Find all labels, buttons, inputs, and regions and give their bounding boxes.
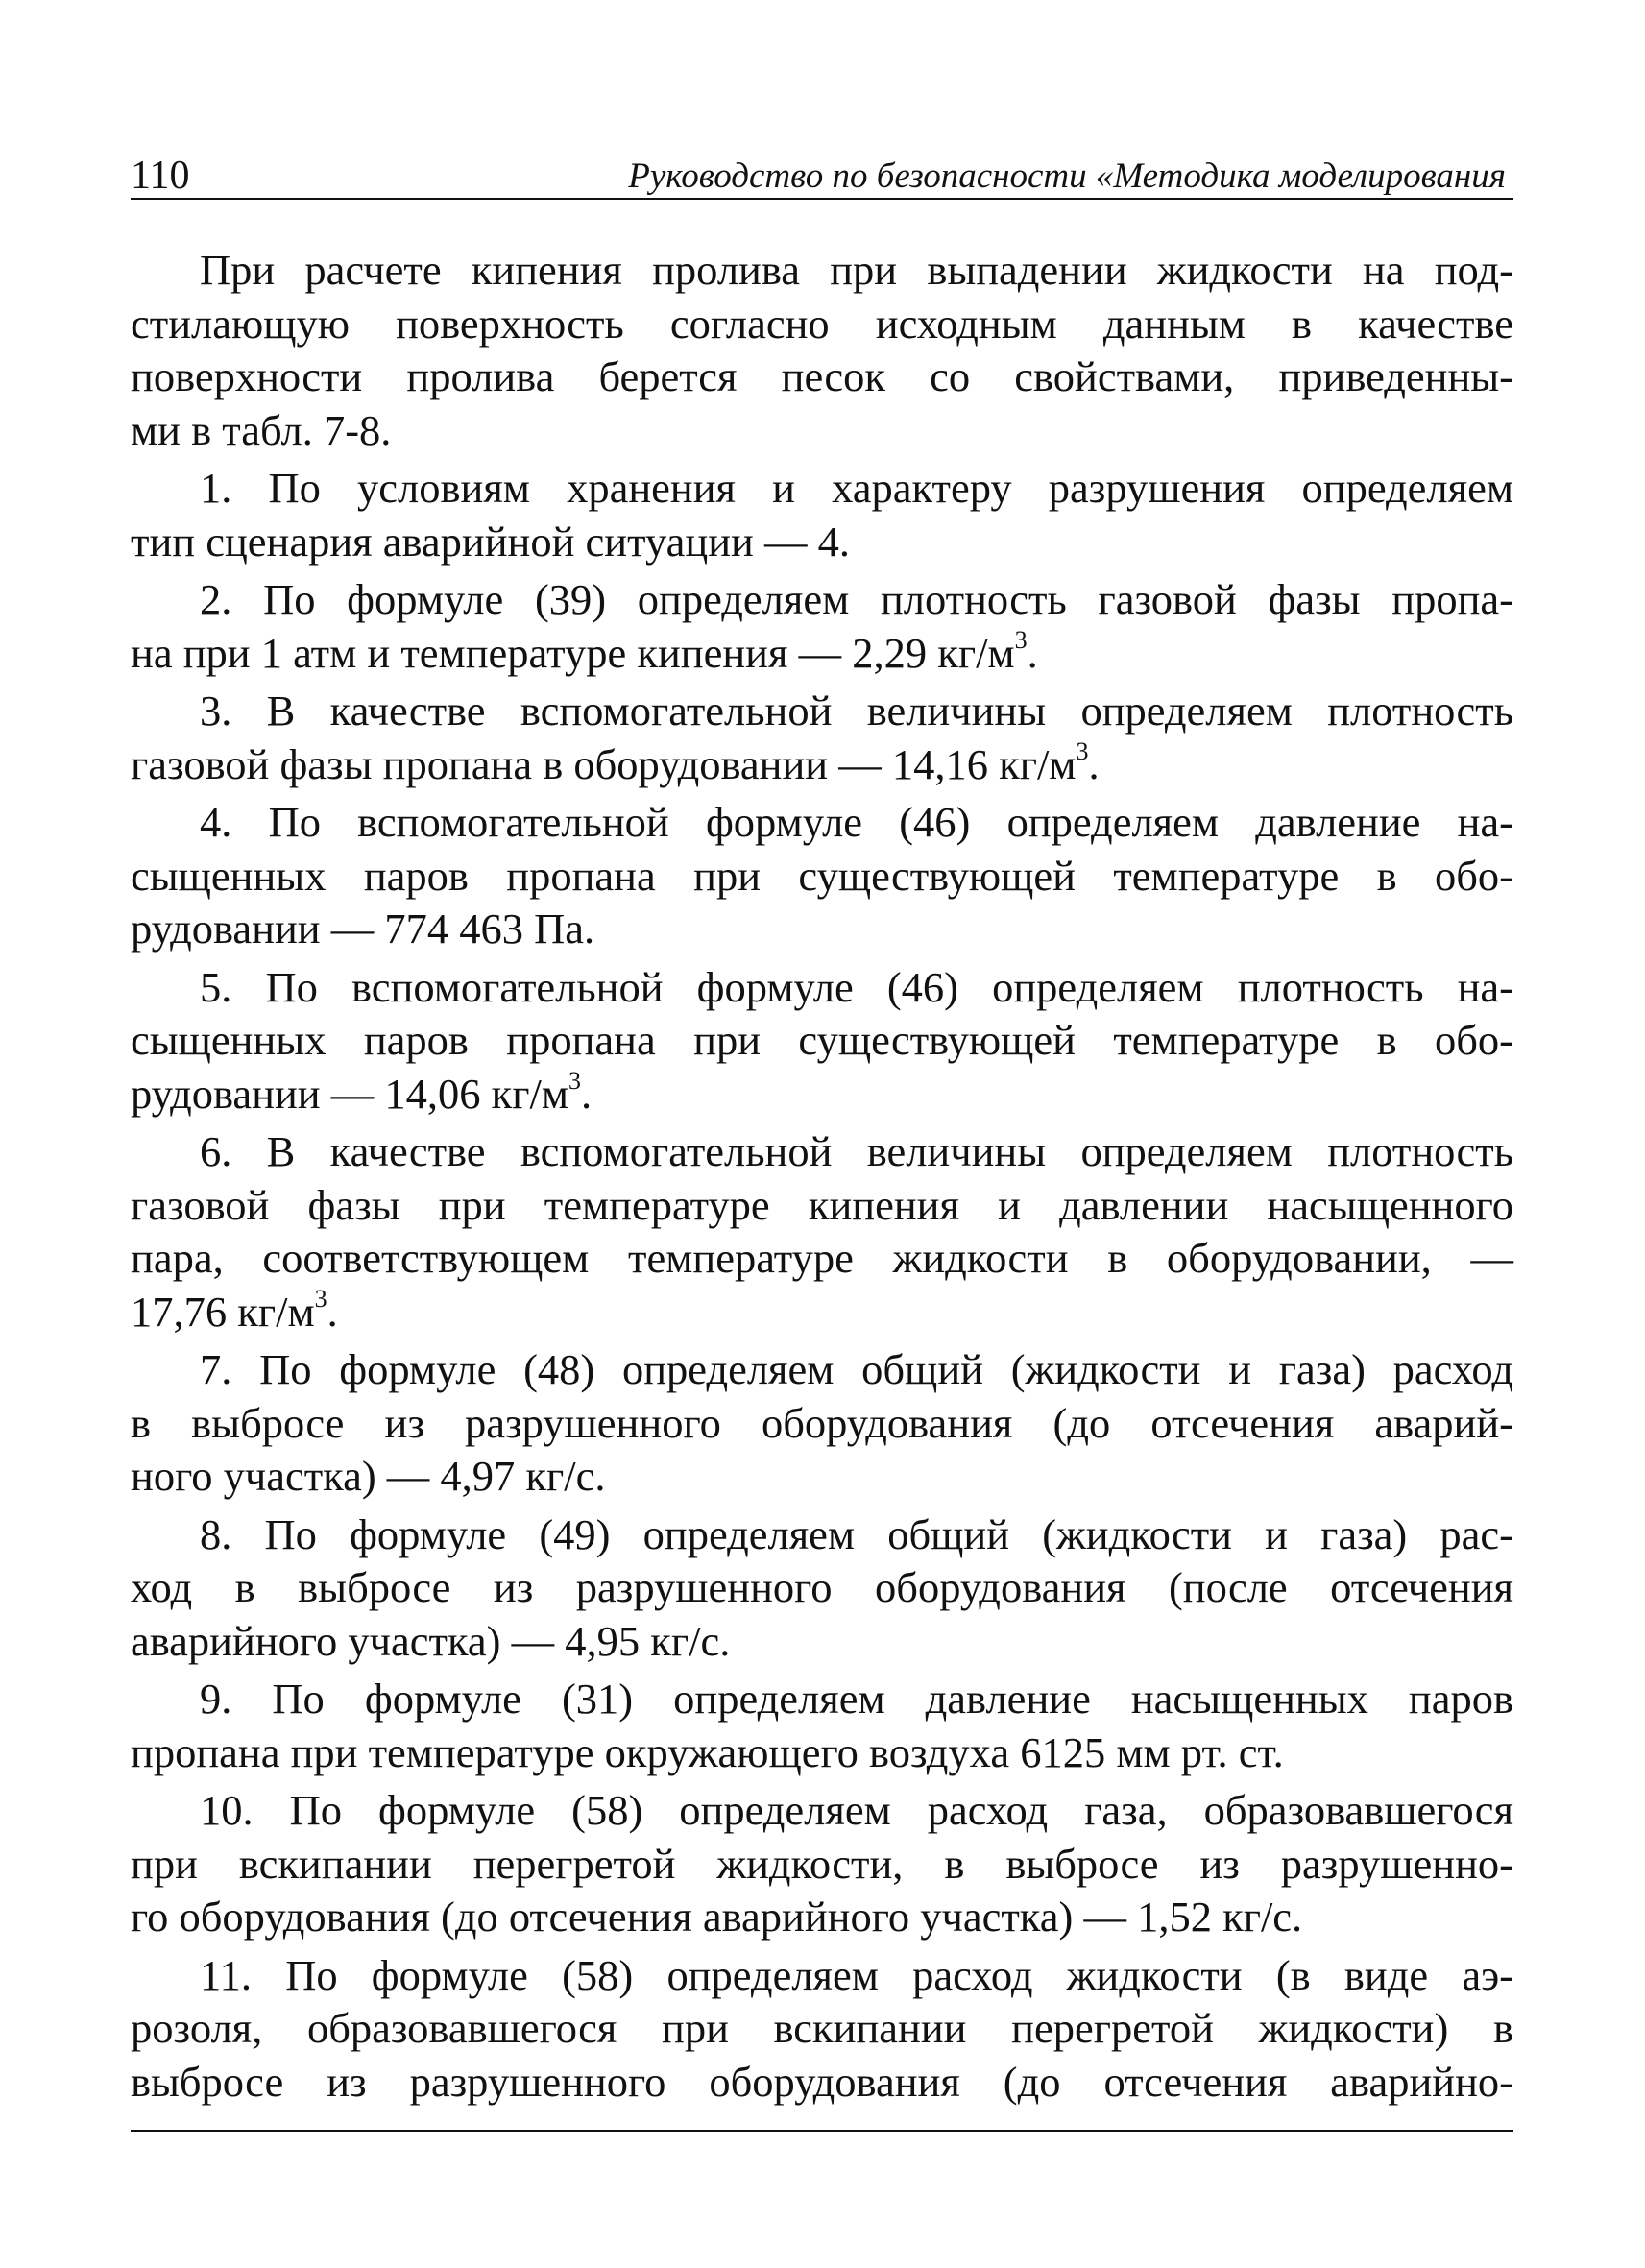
step-3 bbox=[131, 685, 1513, 791]
text-line: 6. В качестве вспомогательной величины определяем плотность bbox=[200, 1127, 1513, 1175]
superscript: 3 bbox=[1014, 625, 1028, 654]
text-line-with-sup bbox=[131, 627, 1513, 681]
step-5 bbox=[131, 961, 1513, 1122]
superscript: 3 bbox=[568, 1066, 582, 1095]
step-11 bbox=[131, 1949, 1513, 2110]
text-line-with-sup bbox=[131, 1286, 1513, 1339]
text-line: ход в выбросе из разрушенного оборудования (после отсечения bbox=[131, 1563, 1513, 1611]
text-line: 17,76 кг/м bbox=[131, 1287, 315, 1336]
text-line: газовой фазы при температуре кипения и давлении насыщенного bbox=[131, 1180, 1513, 1229]
text-line: розоля, образовавшегося при вскипании перегретой жидкости) в bbox=[131, 2004, 1513, 2052]
body-text bbox=[131, 244, 1513, 2109]
text-line: го оборудования (до отсечения аварийного участка) — 1,52 кг/с. bbox=[131, 1893, 1303, 1941]
text-line: 1. По условиям хранения и характеру разрушения определяем bbox=[200, 464, 1513, 512]
text-line: стилающую поверхность согласно исходным данным в качестве bbox=[131, 299, 1513, 348]
text-line: газовой фазы пропана в оборудовании — 14,16 кг/м bbox=[131, 739, 1077, 788]
step-8 bbox=[131, 1508, 1513, 1669]
intro-paragraph bbox=[131, 244, 1513, 457]
text-line: выбросе из разрушенного оборудования (до отсечения аварийно- bbox=[131, 2057, 1513, 2106]
text-line: в выбросе из разрушенного оборудования (до отсечения аварий- bbox=[131, 1398, 1513, 1447]
running-head bbox=[131, 144, 1513, 200]
text-line: поверхности пролива берется песок со свойствами, приведенны- bbox=[131, 352, 1513, 400]
text-line: сыщенных паров пропана при существующей температуре в обо- bbox=[131, 1016, 1513, 1064]
superscript: 3 bbox=[1076, 736, 1089, 765]
text-line: 4. По вспомогательной формуле (46) определяем давление на- bbox=[200, 798, 1513, 846]
text-line: рудовании — 14,06 кг/м bbox=[131, 1069, 569, 1118]
text-line: 8. По формуле (49) определяем общий (жидкости и газа) рас- bbox=[200, 1509, 1513, 1558]
step-9 bbox=[131, 1673, 1513, 1779]
bottom-rule bbox=[131, 2130, 1513, 2132]
text-line: 5. По вспомогательной формуле (46) определяем плотность на- bbox=[200, 962, 1513, 1011]
text-line: 7. По формуле (48) определяем общий (жидкости и газа) расход bbox=[200, 1345, 1513, 1393]
text-line-with-sup bbox=[131, 1068, 1513, 1122]
text-line: 2. По формуле (39) определяем плотность газовой фазы пропа- bbox=[200, 575, 1513, 623]
superscript: 3 bbox=[314, 1284, 327, 1313]
step-1 bbox=[131, 462, 1513, 568]
text-line: тип сценария аварийной ситуации — 4. bbox=[131, 517, 850, 566]
text-line: 10. По формуле (58) определяем расход газа, образовавшегося bbox=[200, 1786, 1513, 1834]
text-line: ного участка) — 4,97 кг/с. bbox=[131, 1452, 606, 1500]
text-line: пропана при температуре окружающего воздуха 6125 мм рт. ст. bbox=[131, 1727, 1284, 1776]
text-line: 11. По формуле (58) определяем расход жидкости (в виде аэ- bbox=[200, 1950, 1513, 1999]
book-page bbox=[131, 144, 1513, 2109]
step-6 bbox=[131, 1125, 1513, 1339]
page-number: 110 bbox=[131, 154, 190, 198]
step-7 bbox=[131, 1343, 1513, 1504]
text-line: при вскипании перегретой жидкости, в выбросе из разрушенно- bbox=[131, 1839, 1513, 1888]
step-2 bbox=[131, 573, 1513, 680]
text-line: ми в табл. 7-8. bbox=[131, 405, 392, 454]
text-line: пара, соответствующем температуре жидкости в оборудовании, — bbox=[131, 1234, 1513, 1282]
step-4 bbox=[131, 796, 1513, 956]
text-line: сыщенных паров пропана при существующей температуре в обо- bbox=[131, 851, 1513, 900]
step-10 bbox=[131, 1784, 1513, 1944]
line-tail: . bbox=[1088, 739, 1100, 788]
text-line: 9. По формуле (31) определяем давление насыщенных паров bbox=[200, 1675, 1513, 1723]
text-line: аварийного участка) — 4,95 кг/с. bbox=[131, 1616, 731, 1665]
text-line: 3. В качестве вспомогательной величины определяем плотность bbox=[200, 687, 1513, 735]
text-line-with-sup bbox=[131, 738, 1513, 792]
text-line: рудовании — 774 463 Па. bbox=[131, 905, 595, 953]
line-tail: . bbox=[327, 1287, 338, 1336]
line-tail: . bbox=[581, 1069, 593, 1118]
line-tail: . bbox=[1027, 628, 1038, 677]
text-line: При расчете кипения пролива при выпадении жидкости на под- bbox=[200, 246, 1513, 294]
text-line: на при 1 атм и температуре кипения — 2,29 кг/м bbox=[131, 628, 1015, 677]
running-title: Руководство по безопасности «Методика моделирования bbox=[628, 157, 1506, 196]
